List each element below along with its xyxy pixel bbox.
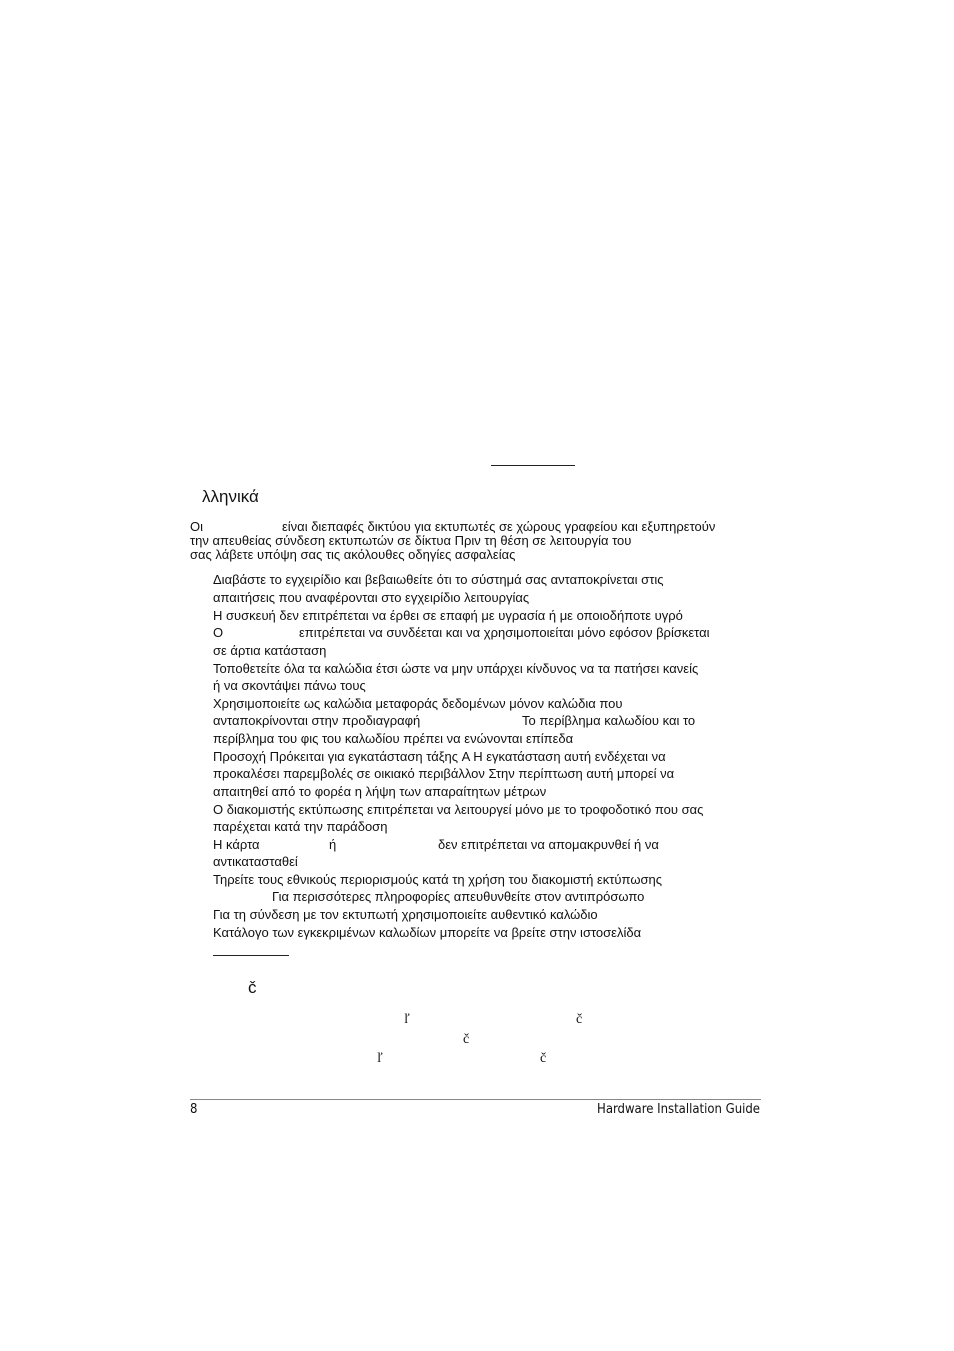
safety-line-10: περίβλημα του φις του καλωδίου πρέπει να ενώνονται επίπεδα — [213, 731, 574, 746]
page-number: 8 — [190, 1102, 198, 1117]
safety-line-4-start: Ο — [213, 625, 224, 640]
intro-line-1-rest: είναι διεπαφές δικτύου για εκτυπωτές σε χώρους γραφείου και εξυπηρετούν — [282, 519, 716, 534]
top-divider — [491, 465, 575, 466]
safety-line-5: σε άρτια κατάσταση — [213, 643, 327, 658]
section-heading-slovak: č — [248, 978, 257, 997]
safety-line-20: Για τη σύνδεση με τον εκτυπωτή χρησιμοποιείτε αυθεντικό καλώδιο — [213, 907, 598, 922]
slovak-glyph-5: č — [540, 1051, 547, 1066]
slovak-glyph-3: č — [463, 1032, 470, 1047]
section-divider — [213, 955, 289, 956]
safety-line-6: Τοποθετείτε όλα τα καλώδια έτσι ώστε να μην υπάρχει κίνδυνος να τα πατήσει κανείς — [213, 661, 699, 676]
intro-line-3: σας λάβετε υπόψη σας τις ακόλουθες οδηγίες ασφαλείας — [190, 547, 516, 562]
footer-divider — [190, 1099, 761, 1100]
safety-line-11: Προσοχή Πρόκειται για εγκατάσταση τάξης A Η εγκατάσταση αυτή ενδέχεται να — [213, 749, 666, 764]
safety-line-16-mid: ή — [329, 837, 337, 852]
safety-line-16-start: Η κάρτα — [213, 837, 260, 852]
safety-line-21: Κατάλογο των εγκεκριμένων καλωδίων μπορείτε να βρείτε στην ιστοσελίδα — [213, 925, 642, 940]
safety-line-17: αντικατασταθεί — [213, 854, 298, 869]
safety-line-14: Ο διακομιστής εκτύπωσης επιτρέπεται να λειτουργεί μόνο με το τροφοδοτικό που σας — [213, 802, 704, 817]
intro-paragraph — [190, 520, 715, 562]
safety-line-9-start: ανταποκρίνονται στην προδιαγραφή — [213, 713, 421, 728]
intro-line-2: την απευθείας σύνδεση εκτυπωτών σε δίκτυα Πριν τη θέση σε λειτουργία του — [190, 533, 632, 548]
safety-line-13: απαιτηθεί από το φορέα η λήψη των απαραίτητων μέτρων — [213, 784, 547, 799]
safety-line-15: παρέχεται κατά την παράδοση — [213, 819, 388, 834]
slovak-glyph-1: ľ — [404, 1012, 410, 1027]
section-heading-greek: λληνικά — [202, 487, 259, 506]
intro-line-1-start: Οι — [190, 519, 203, 534]
safety-line-16-rest: δεν επιτρέπεται να απομακρυνθεί ή να — [438, 837, 659, 852]
safety-line-7: ή να σκοντάψει πάνω τους — [213, 678, 366, 693]
intro-line-1 — [190, 520, 715, 534]
safety-line-8: Χρησιμοποιείτε ως καλώδια μεταφοράς δεδομένων μόνον καλώδια που — [213, 696, 623, 711]
safety-line-2: απαιτήσεις που αναφέρονται στο εγχειρίδιο λειτουργίας — [213, 590, 530, 605]
safety-line-12: προκαλέσει παρεμβολές σε οικιακό περιβάλλον Στην περίπτωση αυτή μπορεί να — [213, 766, 675, 781]
safety-line-18: Τηρείτε τους εθνικούς περιορισμούς κατά τη χρήση του διακομιστή εκτύπωσης — [213, 872, 662, 887]
safety-line-4-rest: επιτρέπεται να συνδέεται και να χρησιμοποιείται μόνο εφόσον βρίσκεται — [299, 625, 710, 640]
slovak-glyph-2: č — [576, 1012, 583, 1027]
safety-line-9-rest: Το περίβλημα καλωδίου και το — [522, 713, 696, 728]
safety-line-3: Η συσκευή δεν επιτρέπεται να έρθει σε επαφή με υγρασία ή με οποιοδήποτε υγρό — [213, 608, 683, 623]
safety-line-19: Για περισσότερες πληροφορίες απευθυνθείτε στον αντιπρόσωπο — [272, 889, 645, 904]
guide-title: Hardware Installation Guide — [597, 1102, 760, 1117]
safety-line-1: Διαβάστε το εγχειρίδιο και βεβαιωθείτε ότι το σύστημά σας ανταποκρίνεται στις — [213, 572, 664, 587]
slovak-glyph-4: ľ — [377, 1051, 383, 1066]
